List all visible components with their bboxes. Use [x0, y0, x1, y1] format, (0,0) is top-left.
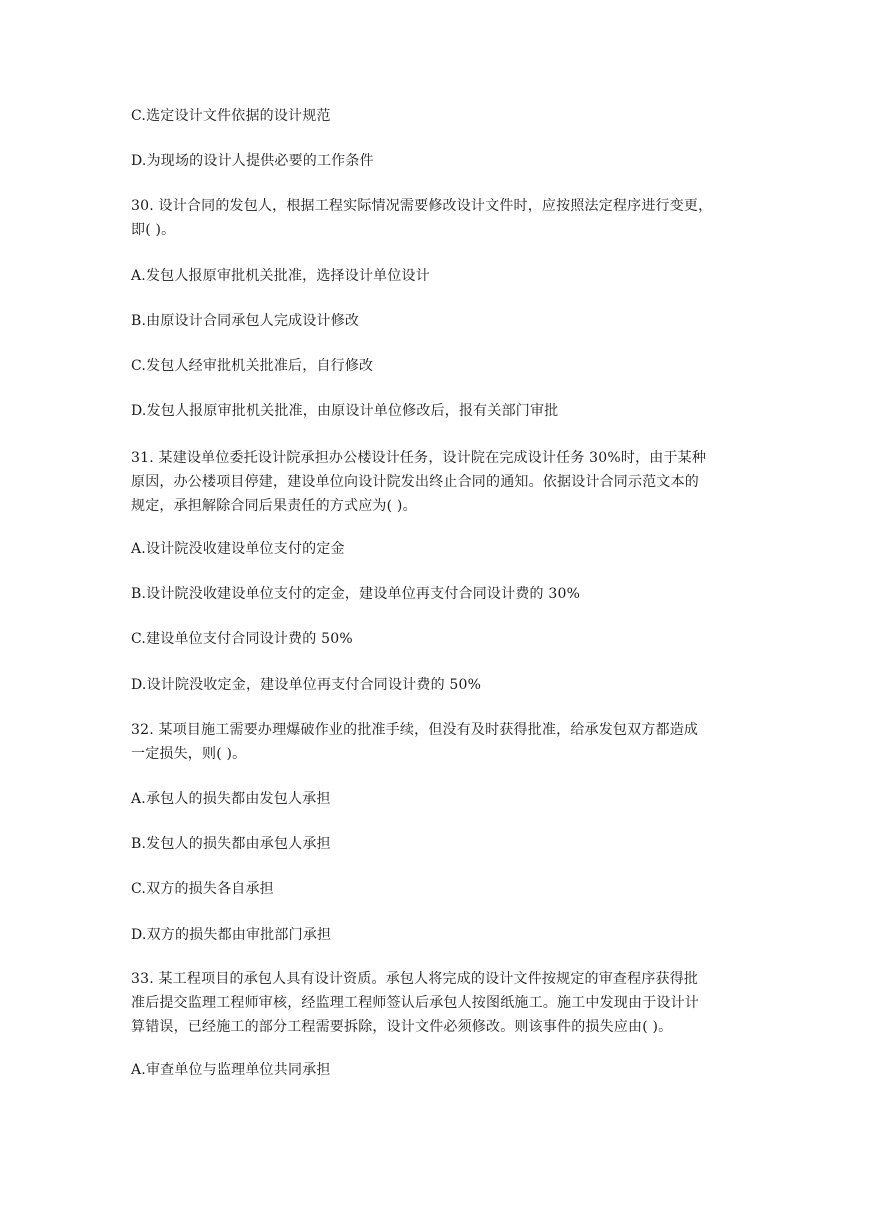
question-30-option-c: C.发包人经审批机关批准后，自行修改 [131, 358, 374, 374]
question-33-line-1: 33. 某工程项目的承包人具有设计资质。承包人将完成的设计文件按规定的审查程序获得批 [131, 971, 699, 987]
question-32-line-2: 一定损失，则( )。 [131, 746, 247, 762]
question-31-option-b: B.设计院没收建设单位支付的定金，建设单位再支付合同设计费的 30% [131, 586, 581, 602]
question-32-option-a: A.承包人的损失都由发包人承担 [131, 791, 331, 807]
question-31-line-1: 31. 某建设单位委托设计院承担办公楼设计任务，设计院在完成设计任务 30%时，由于某种 [131, 450, 707, 466]
question-31-option-d: D.设计院没收定金，建设单位再支付合同设计费的 50% [131, 677, 482, 693]
question-33-option-a: A.审查单位与监理单位共同承担 [131, 1062, 331, 1078]
question-31-option-c: C.建设单位支付合同设计费的 50% [131, 631, 353, 647]
question-30-line-1: 30. 设计合同的发包人，根据工程实际情况需要修改设计文件时，应按照法定程序进行变更， [131, 198, 713, 214]
question-30-option-b: B.由原设计合同承包人完成设计修改 [131, 313, 360, 329]
question-30-line-2: 即( )。 [131, 222, 176, 238]
question-31-line-2: 原因，办公楼项目停建，建设单位向设计院发出终止合同的通知。依据设计合同示范文本的 [131, 474, 699, 490]
question-30-option-d: D.发包人报原审批机关批准，由原设计单位修改后，报有关部门审批 [131, 403, 559, 419]
question-32-option-b: B.发包人的损失都由承包人承担 [131, 836, 331, 852]
question-31-line-3: 规定，承担解除合同后果责任的方式应为( )。 [131, 498, 417, 514]
question-33 [131, 967, 751, 1039]
option-d-prev: D.为现场的设计人提供必要的工作条件 [131, 153, 374, 169]
question-32-option-c: C.双方的损失各自承担 [131, 881, 274, 897]
question-33-line-3: 算错误，已经施工的部分工程需要拆除，设计文件必须修改。则该事件的损失应由( )。 [131, 1019, 673, 1035]
question-31 [131, 446, 751, 518]
question-31-option-a: A.设计院没收建设单位支付的定金 [131, 541, 345, 557]
option-c-prev: C.选定设计文件依据的设计规范 [131, 108, 331, 124]
question-32 [131, 718, 751, 766]
question-32-line-1: 32. 某项目施工需要办理爆破作业的批准手续，但没有及时获得批准，给承发包双方都造成 [131, 722, 699, 738]
question-32-option-d: D.双方的损失都由审批部门承担 [131, 927, 332, 943]
question-30-option-a: A.发包人报原审批机关批准，选择设计单位设计 [131, 268, 430, 284]
question-30 [131, 194, 751, 242]
question-33-line-2: 准后提交监理工程师审核，经监理工程师签认后承包人按图纸施工。施工中发现由于设计计 [131, 995, 699, 1011]
